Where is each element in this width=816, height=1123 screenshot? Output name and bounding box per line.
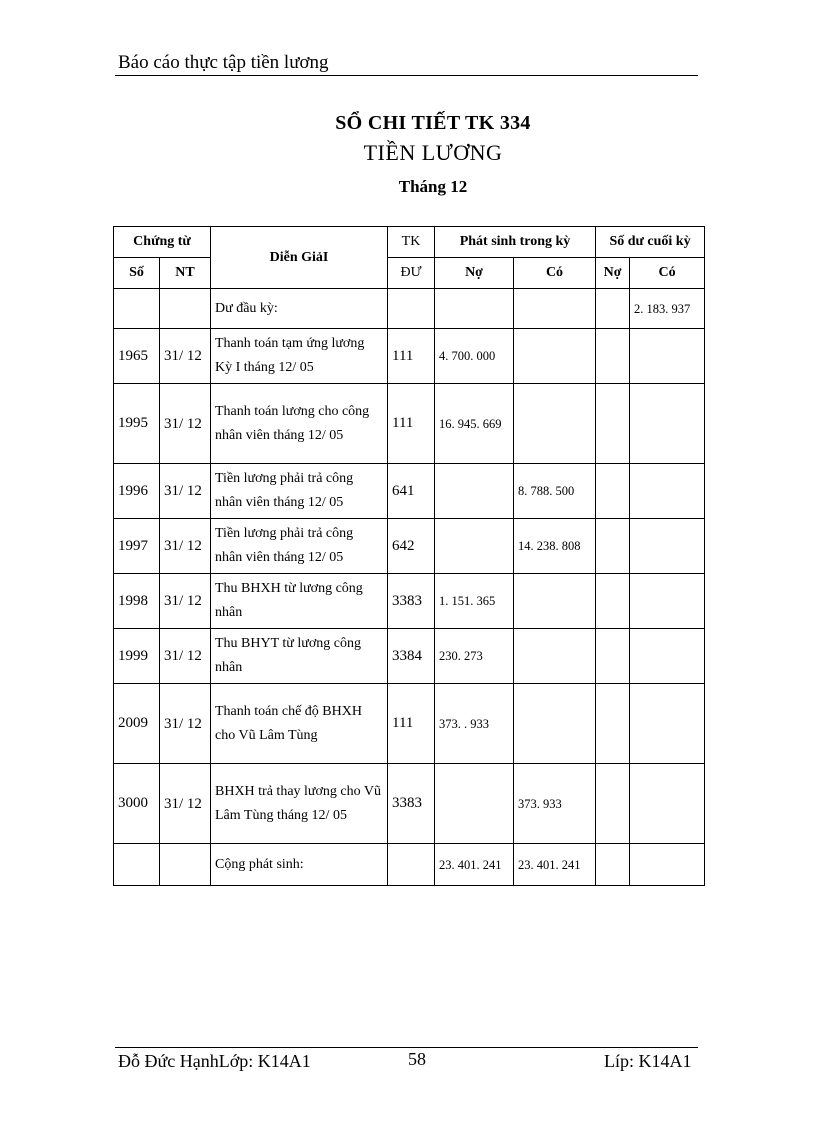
- table-row: [114, 329, 705, 384]
- cell-desc: Thu BHYT từ lương công nhân: [211, 629, 388, 684]
- cell-desc: Thu BHXH từ lương công nhân: [211, 574, 388, 629]
- cell-ps-co: [514, 574, 596, 629]
- cell-desc: Tiền lương phải trả công nhân viên tháng 12/ 05: [211, 464, 388, 519]
- cell-tk: [388, 289, 435, 329]
- cell-nt: 31/ 12: [160, 384, 211, 464]
- cell-sd-no: [596, 764, 630, 844]
- ledger-table: [113, 226, 705, 886]
- col-so-du-header: Số dư cuối kỳ: [596, 227, 705, 258]
- cell-sd-co: [630, 764, 705, 844]
- cell-ps-no: 1. 151. 365: [435, 574, 514, 629]
- cell-nt: 31/ 12: [160, 684, 211, 764]
- col-dien-giai-header: Diễn GiảI: [211, 227, 388, 289]
- cell-nt: 31/ 12: [160, 629, 211, 684]
- cell-sd-co: [630, 629, 705, 684]
- cell-so: 3000: [114, 764, 160, 844]
- cell-tk: 3383: [388, 764, 435, 844]
- cell-sd-no: [596, 519, 630, 574]
- cell-nt: 31/ 12: [160, 574, 211, 629]
- cell-sd-no: [596, 289, 630, 329]
- cell-ps-no: 16. 945. 669: [435, 384, 514, 464]
- document-month: Tháng 12: [398, 177, 468, 196]
- table-row: [114, 629, 705, 684]
- page-number: 58: [408, 1049, 426, 1069]
- cell-tk: [388, 844, 435, 886]
- cell-sd-co: 2. 183. 937: [630, 289, 705, 329]
- col-sd-co-header: Có: [630, 258, 705, 289]
- cell-tk: 111: [388, 684, 435, 764]
- cell-sd-co: [630, 684, 705, 764]
- cell-sd-no: [596, 329, 630, 384]
- table-row: [114, 464, 705, 519]
- cell-tk: 111: [388, 329, 435, 384]
- cell-ps-no: 4. 700. 000: [435, 329, 514, 384]
- cell-ps-no: [435, 289, 514, 329]
- document-title: SỔ CHI TIẾT TK 334: [335, 112, 531, 134]
- cell-sd-no: [596, 574, 630, 629]
- cell-ps-no: [435, 764, 514, 844]
- page-header: Báo cáo thực tập tiền lương: [118, 52, 329, 73]
- cell-ps-co: 8. 788. 500: [514, 464, 596, 519]
- cell-desc: Thanh toán chế độ BHXH cho Vũ Lâm Tùng: [211, 684, 388, 764]
- cell-ps-co: 23. 401. 241: [514, 844, 596, 886]
- cell-so: 1995: [114, 384, 160, 464]
- cell-ps-co: [514, 684, 596, 764]
- cell-ps-co: 14. 238. 808: [514, 519, 596, 574]
- footer-rule: [115, 1047, 698, 1048]
- cell-so: 1996: [114, 464, 160, 519]
- col-chung-tu-header: Chứng từ: [114, 227, 211, 258]
- cell-so: [114, 844, 160, 886]
- col-nt-header: NT: [160, 258, 211, 289]
- cell-so: 1999: [114, 629, 160, 684]
- cell-nt: 31/ 12: [160, 764, 211, 844]
- cell-tk: 641: [388, 464, 435, 519]
- cell-sd-no: [596, 629, 630, 684]
- table-row: [114, 684, 705, 764]
- cell-ps-co: [514, 384, 596, 464]
- cell-tk: 3383: [388, 574, 435, 629]
- cell-desc: Cộng phát sinh:: [211, 844, 388, 886]
- cell-sd-co: [630, 464, 705, 519]
- cell-sd-co: [630, 384, 705, 464]
- table-row: [114, 844, 705, 886]
- cell-ps-co: [514, 629, 596, 684]
- cell-sd-no: [596, 464, 630, 519]
- col-sd-no-header: Nợ: [596, 258, 630, 289]
- cell-tk: 3384: [388, 629, 435, 684]
- cell-desc: BHXH trả thay lương cho Vũ Lâm Tùng tháng 12/ 05: [211, 764, 388, 844]
- header-row-1: [114, 227, 705, 258]
- cell-nt: 31/ 12: [160, 519, 211, 574]
- header-row-2: [114, 258, 705, 289]
- col-tk-header-2: ĐƯ: [388, 258, 435, 289]
- table-row: [114, 764, 705, 844]
- table-row: [114, 574, 705, 629]
- footer-class: Líp: K14A1: [604, 1051, 692, 1071]
- cell-so: 1998: [114, 574, 160, 629]
- cell-desc: Thanh toán lương cho công nhân viên tháng 12/ 05: [211, 384, 388, 464]
- cell-ps-no: 230. 273: [435, 629, 514, 684]
- col-ps-no-header: Nợ: [435, 258, 514, 289]
- cell-ps-co: [514, 289, 596, 329]
- col-ps-co-header: Có: [514, 258, 596, 289]
- cell-so: 1997: [114, 519, 160, 574]
- cell-tk: 642: [388, 519, 435, 574]
- cell-sd-no: [596, 384, 630, 464]
- cell-so: 1965: [114, 329, 160, 384]
- cell-desc: Thanh toán tạm ứng lương Kỳ I tháng 12/ 05: [211, 329, 388, 384]
- cell-so: [114, 289, 160, 329]
- table-row: [114, 384, 705, 464]
- cell-tk: 111: [388, 384, 435, 464]
- cell-nt: [160, 844, 211, 886]
- table-row: [114, 519, 705, 574]
- cell-sd-co: [630, 519, 705, 574]
- cell-ps-no: 373. . 933: [435, 684, 514, 764]
- cell-sd-no: [596, 684, 630, 764]
- cell-ps-co: [514, 329, 596, 384]
- cell-nt: 31/ 12: [160, 464, 211, 519]
- cell-nt: [160, 289, 211, 329]
- header-rule: [115, 75, 698, 76]
- table-row: [114, 289, 705, 329]
- footer-author: Đỗ Đức HạnhLớp: K14A1: [118, 1051, 311, 1071]
- cell-desc: Dư đầu kỳ:: [211, 289, 388, 329]
- cell-sd-no: [596, 844, 630, 886]
- col-so-header: Số: [114, 258, 160, 289]
- document-subtitle: TIỀN LƯƠNG: [363, 140, 503, 165]
- cell-sd-co: [630, 329, 705, 384]
- col-tk-header-1: TK: [388, 227, 435, 258]
- cell-so: 2009: [114, 684, 160, 764]
- cell-sd-co: [630, 574, 705, 629]
- cell-ps-co: 373. 933: [514, 764, 596, 844]
- cell-nt: 31/ 12: [160, 329, 211, 384]
- cell-desc: Tiền lương phải trả công nhân viên tháng 12/ 05: [211, 519, 388, 574]
- col-phat-sinh-header: Phát sinh trong kỳ: [435, 227, 596, 258]
- cell-ps-no: [435, 464, 514, 519]
- cell-ps-no: 23. 401. 241: [435, 844, 514, 886]
- cell-sd-co: [630, 844, 705, 886]
- cell-ps-no: [435, 519, 514, 574]
